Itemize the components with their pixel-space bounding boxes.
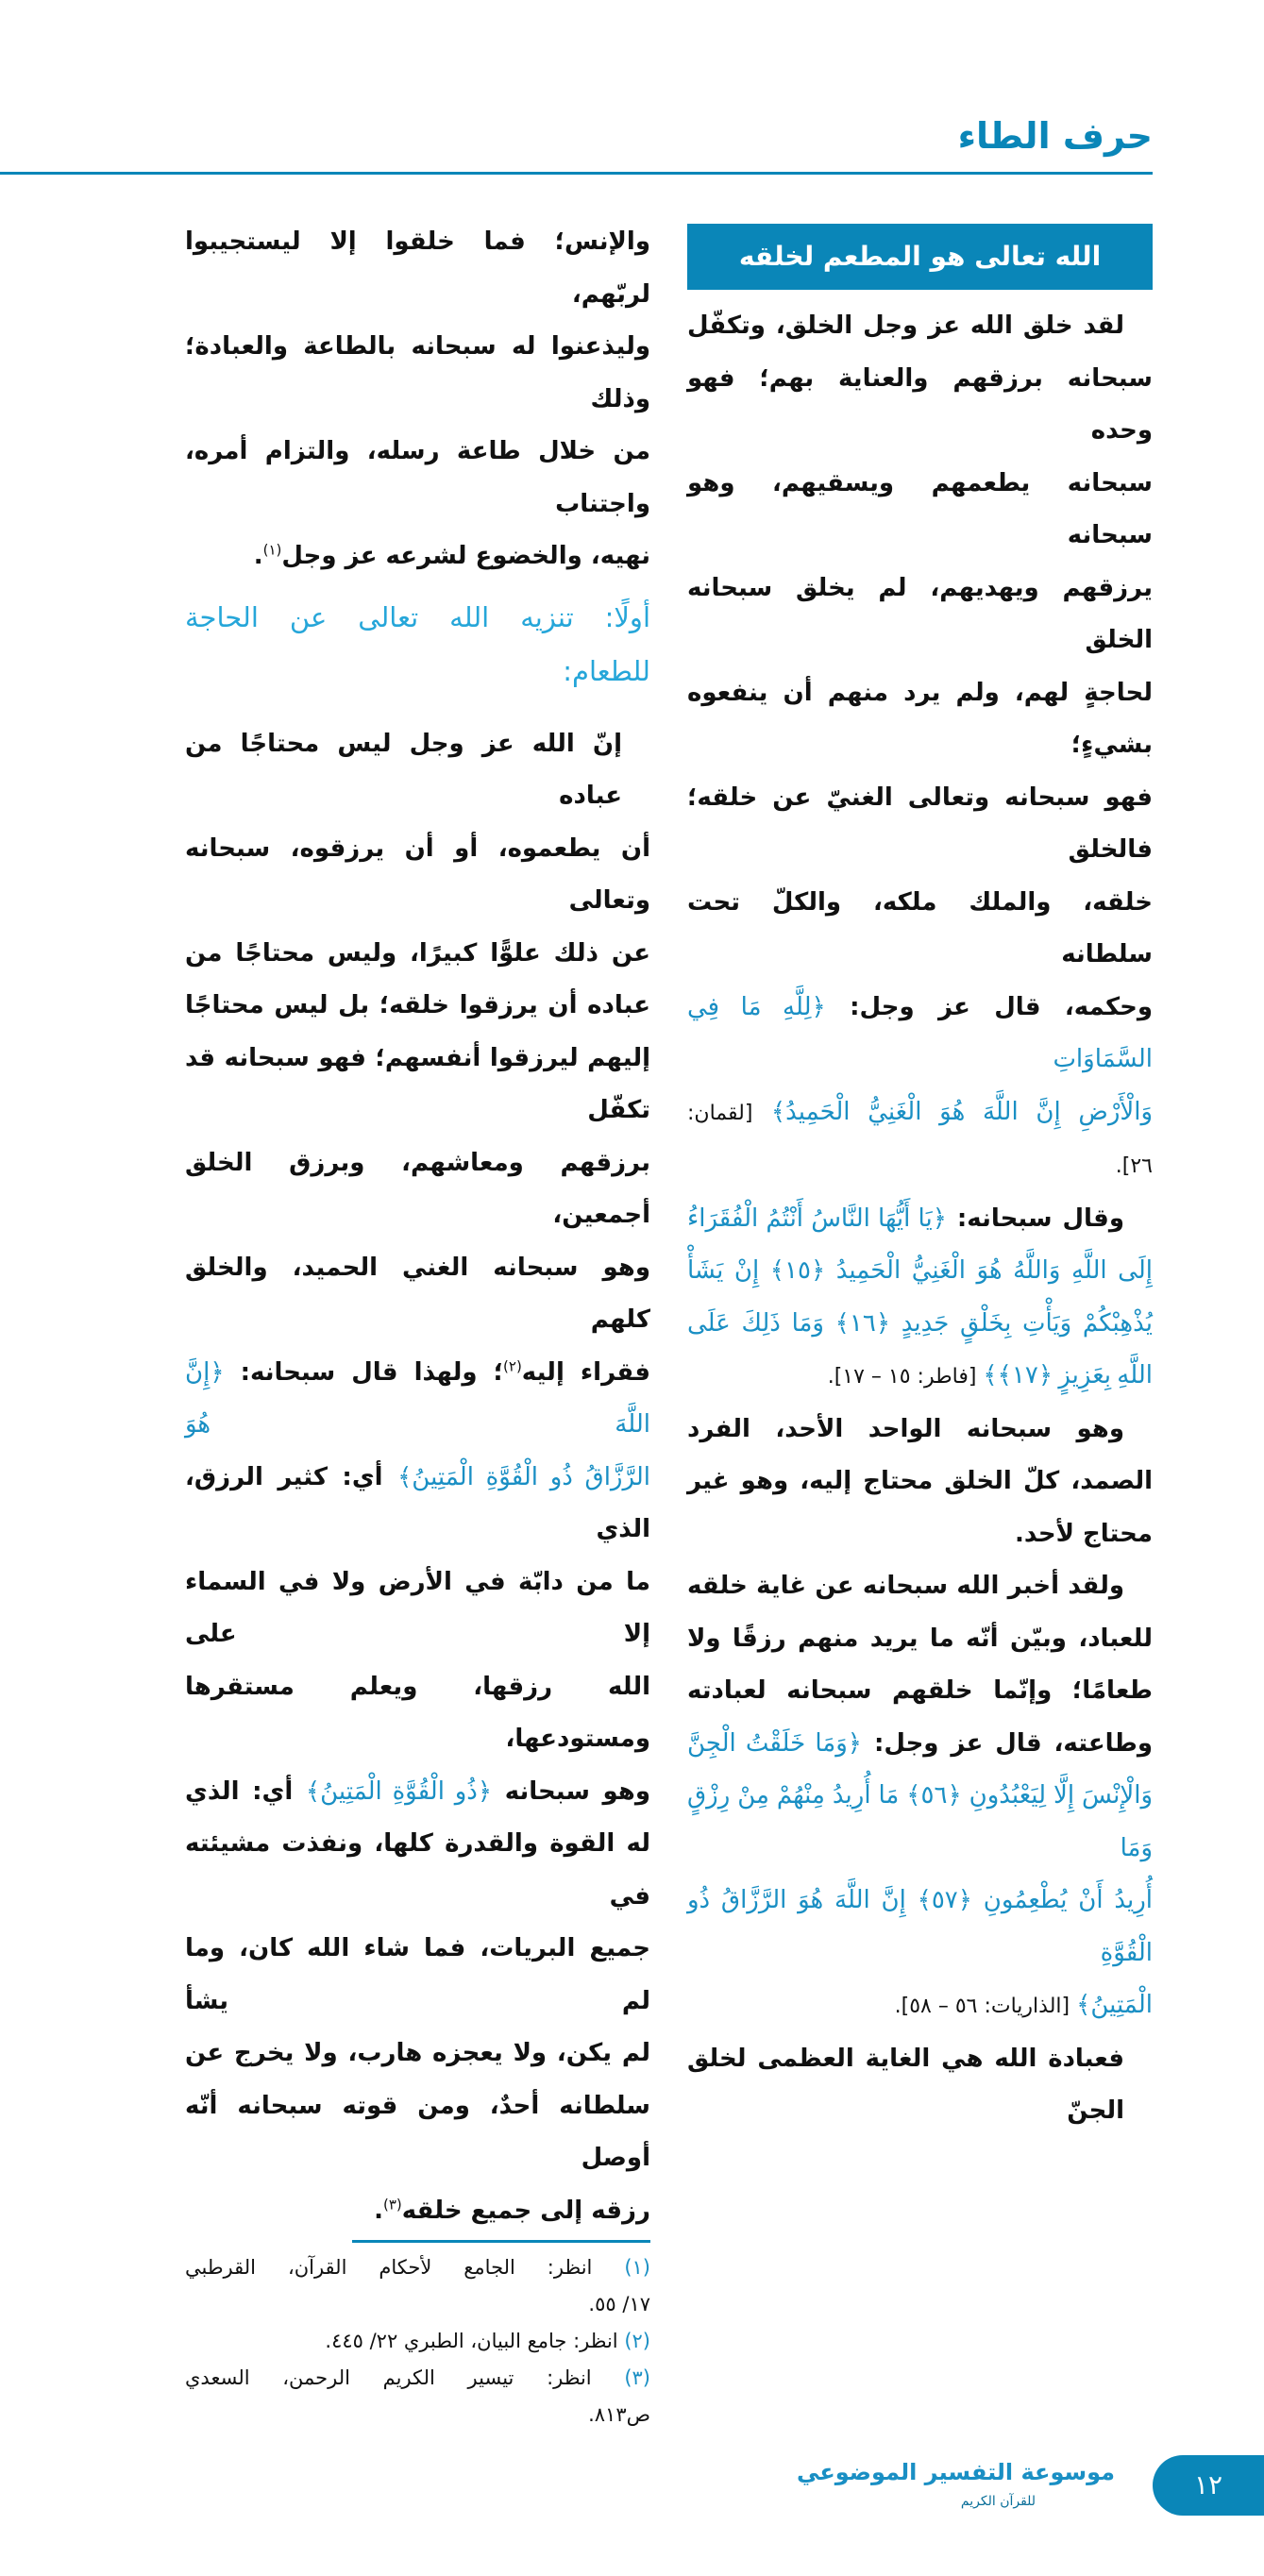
body-text: وهو سبحانه الغني الحميد، والخلق كلهم	[185, 1253, 650, 1334]
body-text: وهو سبحانه الواحد الأحد، الفرد	[687, 1414, 1124, 1443]
page-footer	[0, 2433, 1264, 2521]
body-text: ؛ ولهذا قال سبحانه:	[224, 1357, 504, 1387]
body-text: نهيه، والخضوع لشرعه عز وجل	[281, 542, 650, 570]
quran-verse: ﴿إِنَّ اللَّهَ هُوَ	[185, 1357, 650, 1439]
body-text: إنّ الله عز وجل ليس محتاجًا من عباده	[185, 729, 622, 810]
quran-verse: وَالْأَرْضِ إِنَّ اللَّهَ هُوَ الْغَنِيُّ الْحَمِيدُ﴾	[770, 1097, 1153, 1126]
text-line	[687, 1456, 1153, 1508]
text-line	[687, 458, 1153, 563]
text-line	[185, 1661, 650, 1766]
body-text: برزقهم ومعاشهم، وبرزق الخلق أجمعين،	[185, 1148, 650, 1229]
footnote-divider	[352, 2240, 650, 2243]
text-line	[185, 216, 650, 321]
body-text: لقد خلق الله عز وجل الخلق، وتكفّل	[687, 311, 1124, 340]
body-text: سبحانه برزقهم والعناية بهم؛ فهو وحده	[687, 363, 1153, 445]
text-line	[185, 928, 650, 981]
text-line	[687, 982, 1153, 1086]
body-text: .	[374, 2196, 383, 2225]
text-line	[687, 1979, 1153, 2033]
body-text: لحاجةٍ لهم، ولم يرد منهم أن ينفعوه بشيءٍ؛	[687, 678, 1153, 759]
footnote-number: (٢)	[617, 2330, 650, 2352]
left-column	[185, 216, 650, 2433]
text-line	[687, 2033, 1153, 2138]
quran-verse: يُذْهِبْكُمْ وَيَأْتِ بِخَلْقٍ جَدِيدٍ ﴿١٦﴾ وَمَا ذَلِكَ عَلَى	[687, 1308, 1153, 1338]
text-line	[185, 718, 650, 823]
text-line	[185, 1818, 650, 1923]
quran-verse: ﴿ذُو الْقُوَّةِ الْمَتِينُ﴾	[305, 1776, 493, 1806]
left-column-body	[185, 718, 650, 2238]
verse-reference: [الذاريات: ٥٦ – ٥٨].	[894, 1995, 1077, 2018]
logo-title: موسوعة التفسير الموضوعي	[797, 2459, 1115, 2485]
text-line	[185, 980, 650, 1033]
body-text: سبحانه يطعمهم ويسقيهم، وهو سبحانه	[687, 468, 1153, 549]
text-line	[185, 823, 650, 928]
body-text: جميع البريات، فما شاء الله كان، وما لم يشأ	[185, 1934, 650, 2015]
body-text: ما من دابّة في الأرض ولا في السماء إلا على	[185, 1567, 650, 1648]
footnote-marker: (٢)	[503, 1356, 522, 1374]
text-line	[185, 592, 650, 647]
section-heading	[185, 592, 650, 700]
text-line	[687, 1665, 1153, 1718]
body-text: فعبادة الله هي الغاية العظمى لخلق الجنّ	[687, 2044, 1124, 2125]
quran-verse: وَالْإِنْسَ إِلَّا لِيَعْبُدُونِ ﴿٥٦﴾ مَا أُرِيدُ مِنْهُمْ مِنْ رِزْقٍ وَمَا	[687, 1781, 1153, 1862]
text-line	[687, 1875, 1153, 1979]
body-text: وليذعنوا له سبحانه بالطاعة والعبادة؛ وذلك	[185, 332, 650, 413]
body-text: محتاج لأحد.	[1015, 1519, 1153, 1548]
text-line	[185, 1452, 650, 1557]
text-line	[185, 530, 650, 583]
left-column-intro	[185, 216, 650, 583]
text-line	[687, 877, 1153, 982]
body-text: له القوة والقدرة كلها، ونفذت مشيئته في	[185, 1829, 650, 1911]
body-text: ١٧/ ٥٥.	[588, 2293, 650, 2315]
body-text: خلقه، والملك ملكه، والكلّ تحت سلطانه	[687, 887, 1153, 968]
body-text: طعامًا؛ وإنّما خلقهم سبحانه لعبادته	[687, 1676, 1153, 1705]
text-line	[185, 1347, 650, 1452]
text-line	[687, 1508, 1153, 1561]
body-text: ولقد أخبر الله سبحانه عن غاية خلقه	[687, 1572, 1124, 1600]
section-title: الله تعالى هو المطعم لخلقه	[687, 224, 1153, 290]
body-text: أن يطعموه، أو أن يرزقوه، سبحانه وتعالى	[185, 833, 650, 915]
body-text: لم يكن، ولا يعجزه هارب، ولا يخرج عن	[185, 2039, 650, 2067]
quran-verse: ﴿يَا أَيُّهَا النَّاسُ أَنْتُمُ الْفُقَرَاءُ	[687, 1204, 947, 1233]
body-text: فهو سبحانه وتعالى الغنيّ عن خلقه؛ فالخلق	[687, 783, 1153, 864]
body-text: الصمد، كلّ الخلق محتاج إليه، وهو غير	[687, 1467, 1153, 1495]
quran-verse: الْمَتِينُ﴾	[1076, 1991, 1153, 2019]
text-line	[687, 1560, 1153, 1613]
quran-verse: ﴿لِلَّهِ مَا فِي السَّمَاوَاتِ	[687, 992, 1153, 1073]
heading-text: للطعام:	[563, 655, 650, 687]
text-line	[687, 1770, 1153, 1875]
body-text: ص٨١٣.	[588, 2403, 650, 2426]
body-text: .	[253, 542, 263, 570]
body-text: وحكمه، قال عز وجل:	[825, 992, 1153, 1021]
text-line	[185, 646, 650, 700]
content-columns	[185, 216, 1153, 2433]
body-text: انظر: تيسير الكريم الرحمن، السعدي	[185, 2366, 592, 2389]
body-text: للعباد، وبيّن أنّه ما يريد منهم رزقًا ولا	[687, 1624, 1153, 1653]
body-text: أي: كثير الرزق، الذي	[185, 1462, 650, 1543]
body-text: والإنس؛ فما خلقوا إلا ليستجيبوا لربّهم،	[185, 227, 650, 309]
footnote-marker: (٣)	[382, 2195, 402, 2213]
body-text: يرزقهم ويهديهم، لم يخلق سبحانه الخلق	[687, 573, 1153, 654]
body-text: وهو سبحانه	[492, 1776, 650, 1806]
body-text: وطاعته، قال عز وجل:	[862, 1728, 1153, 1758]
text-line	[185, 426, 650, 530]
body-text: انظر: الجامع لأحكام القرآن، القرطبي	[185, 2256, 593, 2279]
quran-verse: إِلَى اللَّهِ وَاللَّهُ هُوَ الْغَنِيُّ الْحَمِيدُ ﴿١٥﴾ إِنْ يَشَأْ	[687, 1256, 1153, 1285]
text-line	[185, 2360, 650, 2397]
body-text: الله رزقها، ويعلم مستقرها ومستودعها،	[185, 1672, 650, 1753]
footnote-number: (٣)	[591, 2366, 650, 2389]
page-number: ١٢	[1153, 2455, 1264, 2516]
text-line	[687, 1193, 1153, 1246]
footnotes	[185, 2249, 650, 2433]
text-line	[185, 321, 650, 426]
footnote-marker: (١)	[262, 541, 282, 559]
body-text: انظر: جامع البيان، الطبري ٢٢/ ٤٤٥.	[325, 2330, 618, 2352]
text-line	[185, 2397, 650, 2433]
text-line	[687, 563, 1153, 667]
text-line	[185, 2028, 650, 2080]
quran-verse: أُرِيدُ أَنْ يُطْعِمُونِ ﴿٥٧﴾ إِنَّ اللَّهَ هُوَ الرَّزَّاقُ ذُو الْقُوَّةِ	[687, 1886, 1153, 1967]
text-line	[687, 772, 1153, 877]
text-line	[185, 2323, 650, 2360]
text-line	[687, 1245, 1153, 1298]
text-line	[687, 1298, 1153, 1351]
body-text: رزقه إلى جميع خلقه	[401, 2196, 650, 2225]
text-line	[185, 2249, 650, 2286]
text-line	[185, 1923, 650, 2028]
quran-verse: الرَّزَّاقُ ذُو الْقُوَّةِ الْمَتِينُ﴾	[397, 1462, 650, 1491]
body-text: عن ذلك علوًّا كبيرًا، وليس محتاجًا من	[185, 938, 650, 968]
text-line	[687, 300, 1153, 353]
text-line	[687, 1086, 1153, 1140]
verse-reference: ٢٦].	[1115, 1154, 1153, 1178]
text-line	[185, 2185, 650, 2238]
text-line	[687, 1350, 1153, 1404]
text-line	[687, 667, 1153, 772]
verse-reference: [فاطر: ١٥ – ١٧].	[827, 1365, 984, 1389]
text-line	[185, 1557, 650, 1661]
quran-verse: اللَّهِ بِعَزِيزٍ ﴿١٧﴾﴾	[983, 1361, 1153, 1389]
verse-reference: [لقمان:	[687, 1101, 771, 1125]
right-column-body	[687, 300, 1153, 2138]
body-text: من خلال طاعة رسله، والتزام أمره، واجتناب	[185, 437, 650, 518]
text-line	[185, 2080, 650, 2185]
text-line	[687, 1139, 1153, 1193]
heading-text: أولًا: تنزيه الله تعالى عن الحاجة	[185, 600, 650, 633]
text-line	[687, 1613, 1153, 1666]
text-line	[687, 353, 1153, 458]
text-line	[185, 1242, 650, 1347]
body-text: وقال سبحانه:	[946, 1204, 1124, 1233]
encyclopedia-logo	[797, 2452, 1115, 2521]
text-line	[185, 1766, 650, 1819]
chapter-title: حرف الطاء	[957, 115, 1153, 157]
body-text: أي: الذي	[185, 1776, 306, 1806]
text-line	[185, 1137, 650, 1242]
logo-subtitle: للقرآن الكريم	[960, 2494, 1036, 2509]
text-line	[687, 1404, 1153, 1456]
body-text: إليهم ليرزقوا أنفسهم؛ فهو سبحانه قد تكفّل	[185, 1043, 650, 1124]
text-line	[185, 1033, 650, 1137]
body-text: سلطانه أحدٌ، ومن قوته سبحانه أنّه أوصل	[185, 2091, 650, 2172]
body-text: عباده أن يرزقوا خلقه؛ بل ليس محتاجًا	[185, 991, 650, 1019]
footnote-number: (١)	[592, 2256, 650, 2279]
header-divider	[0, 172, 1153, 175]
quran-verse: ﴿وَمَا خَلَقْتُ الْجِنَّ	[687, 1728, 863, 1758]
text-line	[687, 1718, 1153, 1771]
right-column	[687, 216, 1153, 2138]
text-line	[185, 2286, 650, 2323]
body-text: فقراء إليه	[521, 1357, 650, 1387]
